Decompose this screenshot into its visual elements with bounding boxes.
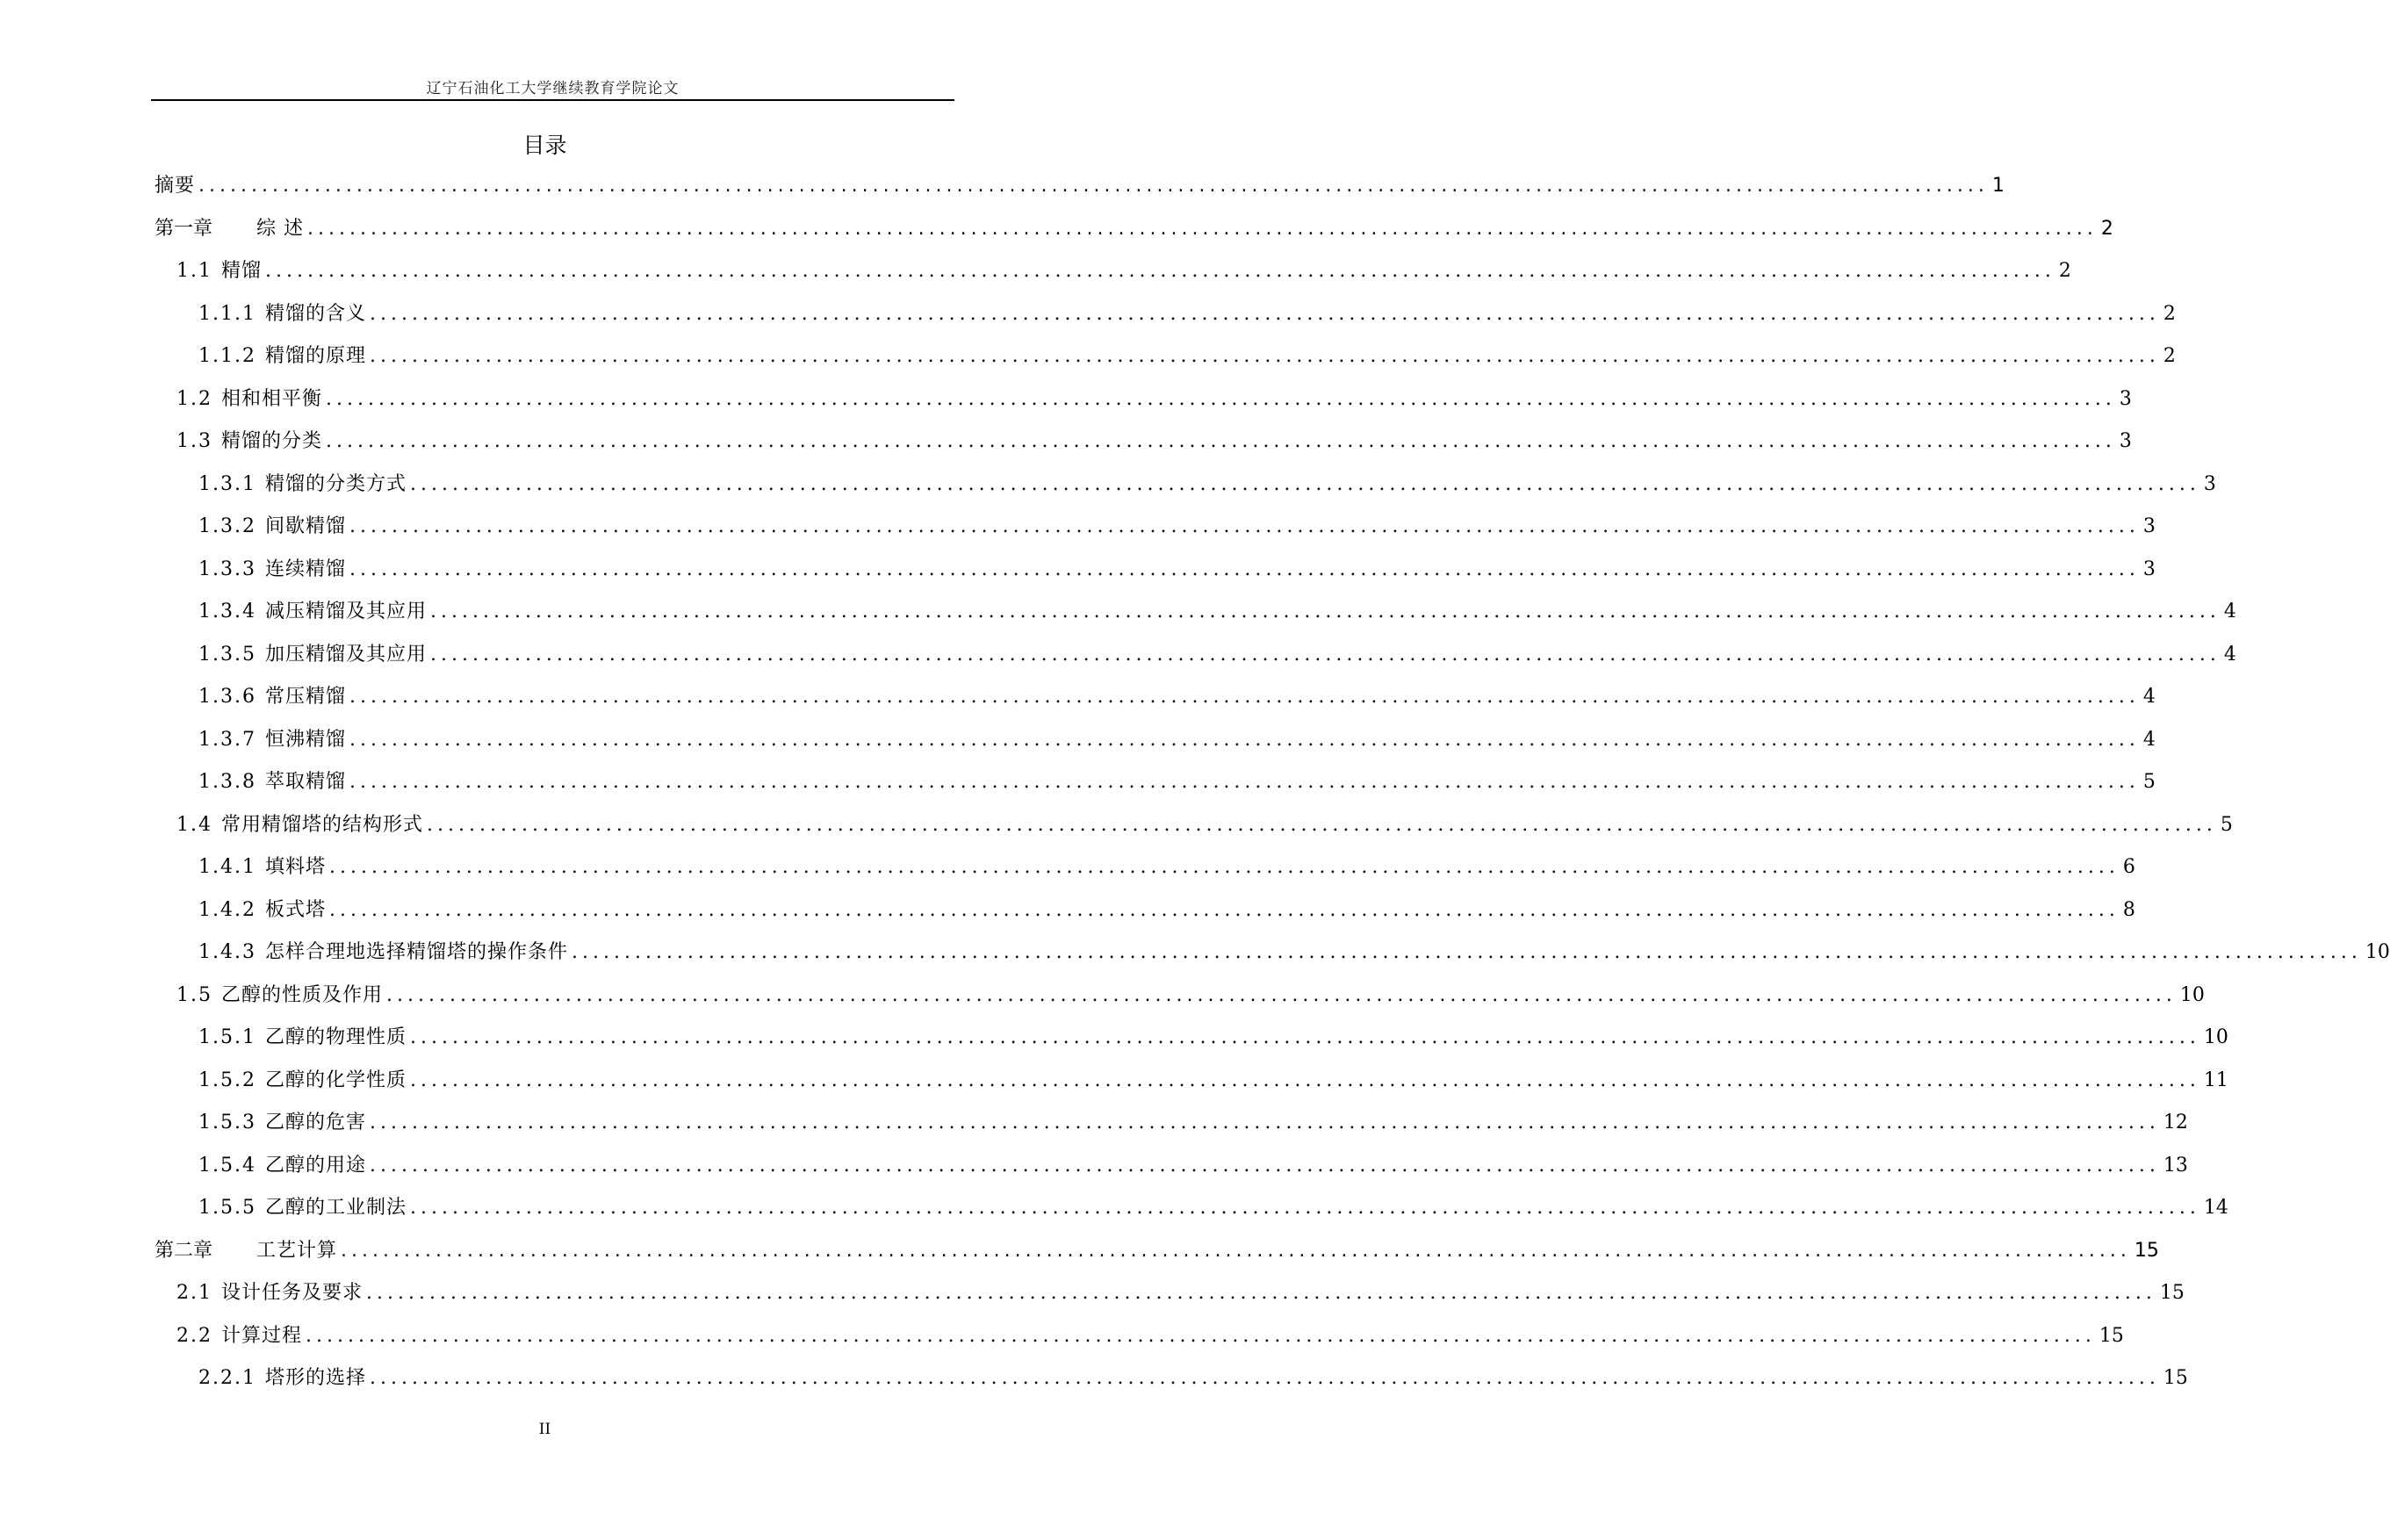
toc-dot-leader xyxy=(349,769,2140,795)
toc-entry[interactable] xyxy=(155,769,2156,812)
toc-entry-title: 相和相平衡 xyxy=(221,387,323,410)
toc-dot-leader xyxy=(430,642,2221,668)
toc-entry[interactable] xyxy=(155,258,2071,301)
toc-entry-title: 乙醇的工业制法 xyxy=(264,1197,407,1219)
toc-dot-leader xyxy=(410,471,2200,498)
toc-title: 目录 xyxy=(522,133,567,158)
toc-entry-title: 乙醇的用途 xyxy=(264,1154,366,1177)
toc-entry-page: 2 xyxy=(2058,260,2071,282)
toc-entry[interactable] xyxy=(155,1365,2188,1408)
toc-entry-title: 计算过程 xyxy=(221,1324,303,1347)
toc-entry-title: 减压精馏及其应用 xyxy=(264,601,427,622)
toc-entry-page: 15 xyxy=(2098,1324,2124,1347)
toc-dot-leader xyxy=(198,173,1989,199)
page-header: 辽宁石油化工大学继续教育学院论文 xyxy=(426,80,680,97)
toc-entry-page: 6 xyxy=(2122,856,2135,878)
toc-entry[interactable] xyxy=(155,727,2156,770)
toc-entry[interactable] xyxy=(155,1110,2188,1153)
toc-entry-page: 13 xyxy=(2163,1154,2188,1177)
toc-entry-page: 12 xyxy=(2163,1112,2188,1133)
toc-entry[interactable] xyxy=(155,854,2135,897)
toc-entry[interactable] xyxy=(155,343,2176,386)
toc-entry-page: 11 xyxy=(2203,1069,2228,1091)
page-number: II xyxy=(538,1421,551,1438)
toc-dot-leader xyxy=(370,301,2160,327)
toc-entry[interactable] xyxy=(155,428,2132,471)
toc-entry[interactable] xyxy=(155,1238,2159,1281)
toc-entry-page: 5 xyxy=(2220,813,2233,836)
toc-entry-page: 4 xyxy=(2142,728,2156,751)
toc-dot-leader xyxy=(370,343,2160,370)
toc-entry-title: 工艺计算 xyxy=(256,1239,338,1262)
toc-entry-page: 2 xyxy=(2163,302,2176,325)
toc-entry-title: 间歇精馏 xyxy=(264,515,346,537)
toc-entry-title: 恒沸精馏 xyxy=(264,728,346,751)
toc-dot-leader xyxy=(370,1110,2160,1136)
toc-entry-number: 1.3.2 xyxy=(198,515,256,537)
toc-entry-title: 乙醇的性质及作用 xyxy=(221,983,384,1006)
toc-entry[interactable] xyxy=(155,173,2005,216)
toc-entry-page: 4 xyxy=(2142,686,2156,708)
toc-entry-page: 4 xyxy=(2223,643,2236,666)
toc-dot-leader xyxy=(349,684,2140,710)
toc-entry-title: 怎样合理地选择精馏塔的操作条件 xyxy=(264,941,568,963)
toc-entry-title: 填料塔 xyxy=(264,856,326,878)
table-of-contents xyxy=(155,173,2390,1408)
toc-entry-page: 10 xyxy=(2203,1026,2228,1048)
toc-entry-title: 板式塔 xyxy=(264,898,326,921)
toc-entry[interactable] xyxy=(155,599,2236,642)
toc-entry-number: 1.4.1 xyxy=(198,856,256,878)
toc-entry-number: 2.1 xyxy=(176,1282,212,1304)
toc-entry-number: 1.3 xyxy=(176,430,212,452)
toc-entry-number: 1.2 xyxy=(176,387,212,410)
toc-entry-page: 15 xyxy=(2159,1282,2185,1304)
toc-dot-leader xyxy=(572,939,2362,966)
toc-dot-leader xyxy=(307,216,2098,242)
toc-entry-title: 常用精馏塔的结构形式 xyxy=(221,813,424,836)
toc-entry-page: 15 xyxy=(2134,1239,2159,1262)
toc-entry-title: 常压精馏 xyxy=(264,686,346,708)
header-rule xyxy=(151,99,954,101)
toc-entry[interactable] xyxy=(155,301,2176,344)
toc-entry-title: 萃取精馏 xyxy=(264,771,346,793)
toc-entry[interactable] xyxy=(155,471,2216,515)
toc-entry-title: 设计任务及要求 xyxy=(221,1282,364,1304)
toc-entry-number: 第一章 xyxy=(155,217,213,240)
toc-entry[interactable] xyxy=(155,982,2205,1025)
toc-entry-number: 1.4.2 xyxy=(198,898,256,921)
toc-entry[interactable] xyxy=(155,1068,2228,1111)
toc-entry-title: 精馏 xyxy=(221,260,263,282)
toc-entry-page: 10 xyxy=(2365,941,2390,963)
toc-entry[interactable] xyxy=(155,939,2390,982)
toc-entry[interactable] xyxy=(155,386,2132,429)
toc-entry-number: 1.1 xyxy=(176,260,212,282)
toc-entry-title: 乙醇的化学性质 xyxy=(264,1069,407,1091)
toc-entry-title: 综 述 xyxy=(256,217,305,240)
toc-dot-leader xyxy=(265,258,2055,284)
toc-entry-number: 1.1.1 xyxy=(198,302,256,325)
toc-entry-number: 1.5.2 xyxy=(198,1069,256,1091)
toc-dot-leader xyxy=(410,1195,2200,1221)
toc-entry-page: 3 xyxy=(2203,472,2216,495)
toc-entry-page: 3 xyxy=(2119,387,2132,410)
toc-dot-leader xyxy=(329,897,2120,924)
toc-entry[interactable] xyxy=(155,216,2113,259)
toc-entry-number: 第二章 xyxy=(155,1239,213,1262)
toc-entry-title: 塔形的选择 xyxy=(264,1367,366,1389)
toc-entry-page: 1 xyxy=(1991,175,2005,197)
toc-entry-page: 3 xyxy=(2142,558,2156,580)
toc-entry-page: 14 xyxy=(2203,1197,2228,1219)
toc-dot-leader xyxy=(386,982,2177,1009)
toc-entry-title: 加压精馏及其应用 xyxy=(264,643,427,666)
toc-dot-leader xyxy=(349,727,2140,753)
toc-entry-number: 1.5.3 xyxy=(198,1112,256,1133)
toc-dot-leader xyxy=(329,854,2120,881)
toc-entry-number: 1.3.5 xyxy=(198,643,256,666)
toc-entry-number: 1.3.4 xyxy=(198,601,256,622)
toc-entry[interactable] xyxy=(155,557,2156,600)
toc-entry-number: 2.2 xyxy=(176,1324,212,1347)
toc-entry-page: 15 xyxy=(2163,1367,2188,1389)
toc-entry[interactable] xyxy=(155,1153,2188,1196)
toc-entry[interactable] xyxy=(155,1025,2228,1068)
toc-entry-page: 2 xyxy=(2100,217,2113,240)
toc-entry-title: 乙醇的物理性质 xyxy=(264,1026,407,1048)
toc-entry-number: 1.4.3 xyxy=(198,941,256,963)
toc-dot-leader xyxy=(410,1025,2200,1051)
toc-entry-page: 3 xyxy=(2119,430,2132,452)
toc-entry-number: 1.5.4 xyxy=(198,1154,256,1177)
toc-entry-page: 4 xyxy=(2223,601,2236,622)
toc-dot-leader xyxy=(326,428,2116,455)
toc-entry-title: 精馏的分类 xyxy=(221,430,323,452)
toc-entry[interactable] xyxy=(155,1280,2185,1323)
toc-dot-leader xyxy=(349,557,2140,583)
toc-entry[interactable] xyxy=(155,642,2236,685)
toc-entry-page: 8 xyxy=(2122,898,2135,921)
toc-entry-page: 3 xyxy=(2142,515,2156,537)
toc-entry[interactable] xyxy=(155,1323,2124,1366)
toc-dot-leader xyxy=(349,514,2140,540)
toc-entry-title: 精馏的原理 xyxy=(264,345,366,367)
toc-entry-number: 1.4 xyxy=(176,813,212,836)
toc-entry-number: 1.5.1 xyxy=(198,1026,256,1048)
toc-entry-page: 5 xyxy=(2142,771,2156,793)
toc-entry-number: 1.3.1 xyxy=(198,472,256,495)
toc-entry-number: 1.3.6 xyxy=(198,686,256,708)
toc-dot-leader xyxy=(410,1068,2200,1094)
toc-entry-number: 1.5 xyxy=(176,983,212,1006)
toc-entry-title: 精馏的分类方式 xyxy=(264,472,407,495)
toc-entry-title: 精馏的含义 xyxy=(264,302,366,325)
toc-entry-number: 1.3.8 xyxy=(198,771,256,793)
toc-dot-leader xyxy=(306,1323,2096,1349)
toc-entry-number: 1.1.2 xyxy=(198,345,256,367)
toc-entry[interactable] xyxy=(155,514,2156,557)
toc-dot-leader xyxy=(326,386,2116,413)
toc-entry-title: 连续精馏 xyxy=(264,558,346,580)
toc-entry-title: 摘要 xyxy=(155,175,196,197)
toc-entry[interactable] xyxy=(155,684,2156,727)
toc-dot-leader xyxy=(366,1280,2156,1306)
toc-dot-leader xyxy=(427,812,2217,838)
toc-dot-leader xyxy=(370,1153,2160,1179)
toc-entry-page: 2 xyxy=(2163,345,2176,367)
toc-entry-title: 乙醇的危害 xyxy=(264,1112,366,1133)
toc-entry-number: 1.3.7 xyxy=(198,728,256,751)
toc-entry-number: 1.3.3 xyxy=(198,558,256,580)
toc-entry[interactable] xyxy=(155,1195,2228,1238)
toc-dot-leader xyxy=(370,1365,2160,1392)
toc-entry-number: 1.5.5 xyxy=(198,1197,256,1219)
toc-entry-page: 10 xyxy=(2179,983,2205,1006)
toc-entry[interactable] xyxy=(155,897,2135,940)
toc-dot-leader xyxy=(341,1238,2131,1264)
toc-entry-number: 2.2.1 xyxy=(198,1367,256,1389)
toc-entry[interactable] xyxy=(155,812,2233,855)
toc-dot-leader xyxy=(430,599,2221,625)
